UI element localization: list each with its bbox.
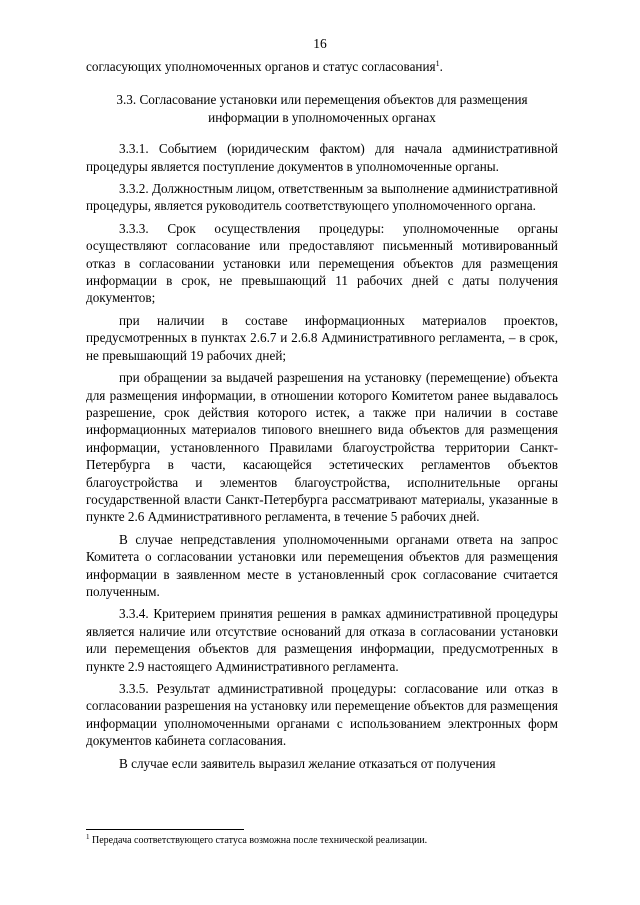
footnote-text: Передача соответствующего статуса возможна после технической реализации. [92, 835, 428, 846]
paragraph-continuation: согласующих уполномоченных органов и статус согласования$^1$. [86, 59, 443, 74]
paragraph-3-3-3-renewal: при обращении за выдачей разрешения на установку (перемещение) объекта для размещения информации, в отношении которого Комитетом ранее выдавалось разрешение, срок действия которого истек, а также при наличии в составе информационных материалов типового внешнего вида объектов для размещения информации, установленного Правилами благоустройства территории Санкт-Петербурга в части, касающейся эстетических регламентов объектов благоустройства и элементов благоустройства, исполнительные органы государственной власти Санкт-Петербурга рассматривают материалы, указанные в пункте 2.6 Административного регламента, в течение 5 рабочих дней. [86, 370, 558, 525]
paragraph-3-3-3-no-response: В случае непредставления уполномоченными органами ответа на запрос Комитета о согласовании установки или перемещения объектов для размещения информации в заявленном месте в установленный срок согласование считается полученным. [86, 531, 558, 599]
page-number: 16 [313, 36, 327, 51]
paragraph-3-3-4: 3.3.4. Критерием принятия решения в рамках административной процедуры является наличие или отсутствие оснований для отказа в согласовании установки или перемещения объектов для размещения информации, предусмотренных в пункте 2.9 настоящего Административного регламента. [86, 606, 558, 674]
paragraph-3-3-2: 3.3.2. Должностным лицом, ответственным за выполнение административной процедуры, является руководитель соответствующего уполномоченного органа. [86, 181, 558, 214]
footnote-divider [86, 829, 244, 830]
footnote [86, 834, 558, 847]
paragraph-3-3-1: 3.3.1. Событием (юридическим фактом) для начала административной процедуры является поступление документов в уполномоченные органы. [86, 141, 558, 174]
paragraph-3-3-5-refusal: В случае если заявитель выразил желание отказаться от получения [119, 755, 496, 771]
footnote-reference: 1 [435, 59, 440, 68]
section-heading: 3.3. Согласование установки или перемещения объектов для размещения информации в уполномоченных органах [116, 92, 528, 125]
footnote-marker: 1 [86, 833, 90, 841]
document-body [86, 58, 558, 772]
paragraph-3-3-3-projects: при наличии в составе информационных материалов проектов, предусмотренных в пунктах 2.6.7 и 2.6.8 Административного регламента, – в срок, не превышающий 19 рабочих дней; [86, 312, 558, 363]
paragraph-text: согласующих уполномоченных органов и статус согласования [86, 59, 436, 74]
paragraph-3-3-3: 3.3.3. Срок осуществления процедуры: уполномоченные органы осуществляют согласование или предоставляют письменный мотивированный отказ в согласовании установки или перемещения объектов для размещения информации в срок, не превышающий 11 рабочих дней с даты получения документов; [86, 220, 558, 306]
paragraph-3-3-5: 3.3.5. Результат административной процедуры: согласование или отказ в согласовании разрешения на установку или перемещение объектов для размещения информации уполномоченными органами с использованием электронных форм документов кабинета согласования. [86, 681, 558, 749]
